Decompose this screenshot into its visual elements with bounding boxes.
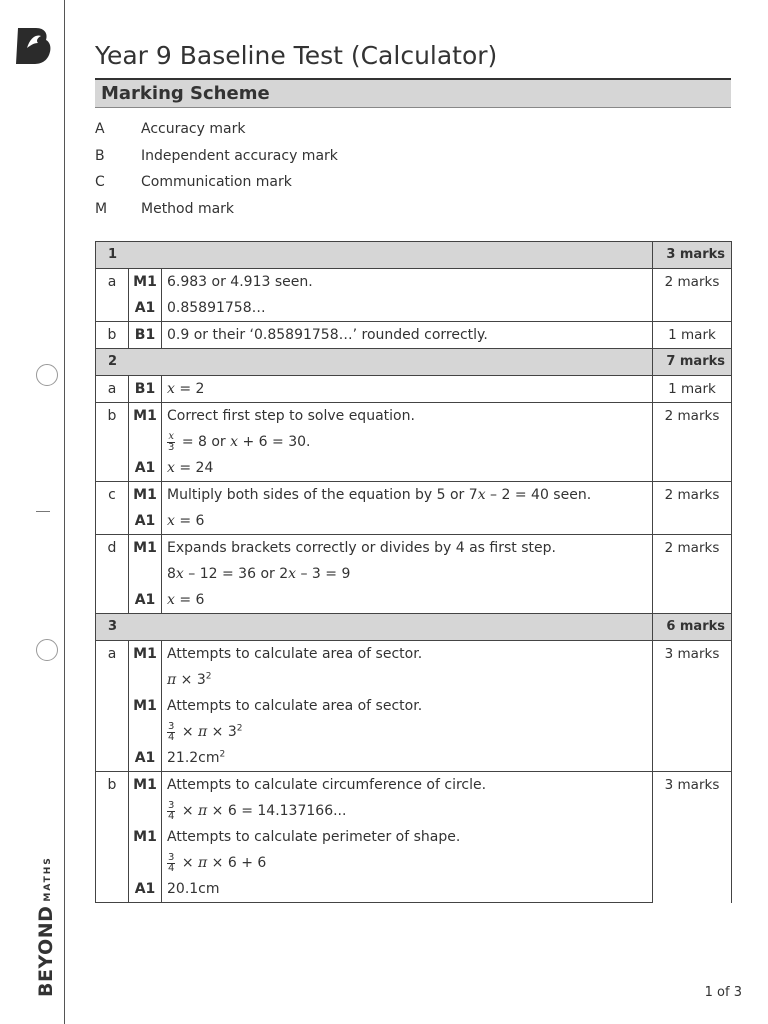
question-number: 2 xyxy=(96,349,653,376)
fold-mark xyxy=(36,511,50,512)
expression-text: = 2 xyxy=(174,381,205,397)
table-row xyxy=(96,403,732,430)
table-row xyxy=(96,641,732,668)
exponent: 2 xyxy=(236,723,243,734)
margin-line xyxy=(64,0,65,1024)
part-marks: 3 marks xyxy=(653,641,732,772)
table-row xyxy=(96,772,732,799)
question-total: 7 marks xyxy=(653,349,732,376)
table-row xyxy=(96,535,732,562)
beyond-logo-icon xyxy=(14,26,52,66)
part-marks: 2 marks xyxy=(653,269,732,322)
expression-text: Multiply both sides of the equation by 5 or 7 xyxy=(167,487,478,503)
mark-description xyxy=(162,587,653,614)
part-label: b xyxy=(96,772,129,799)
question-total: 3 marks xyxy=(653,242,732,269)
expression-text: = 8 or xyxy=(177,434,231,450)
table-row xyxy=(96,482,732,509)
mark-code: A1 xyxy=(129,587,162,614)
legend-code: M xyxy=(95,200,108,217)
mark-code: M1 xyxy=(129,535,162,562)
part-label: c xyxy=(96,482,129,509)
fraction-denominator: 4 xyxy=(168,862,175,874)
part-label: b xyxy=(96,403,129,430)
question-number: 1 xyxy=(96,242,653,269)
mark-code: M1 xyxy=(129,269,162,296)
question-header-2 xyxy=(96,349,732,376)
legend-item xyxy=(95,174,338,201)
page-title: Year 9 Baseline Test (Calculator) xyxy=(95,41,498,70)
part-marks: 2 marks xyxy=(653,535,732,614)
fraction-numerator: 3 xyxy=(168,799,175,811)
pi-symbol: π xyxy=(198,724,208,740)
table-row xyxy=(96,295,732,322)
part-marks: 2 marks xyxy=(653,482,732,535)
part-label: d xyxy=(96,535,129,562)
expression-text: × 3 xyxy=(207,724,237,740)
mark-description: 20.1cm xyxy=(162,876,653,903)
fraction xyxy=(167,801,175,822)
exponent: 2 xyxy=(205,671,212,682)
table-row xyxy=(96,587,732,614)
variable: x xyxy=(167,460,175,476)
expression-text: + 6 = 30. xyxy=(238,434,311,450)
expression-text: × xyxy=(177,803,199,819)
fraction xyxy=(167,432,175,453)
mark-code: M1 xyxy=(129,824,162,850)
expression-text: = 24 xyxy=(174,460,214,476)
fraction-numerator: 3 xyxy=(168,720,175,732)
table-row xyxy=(96,719,732,745)
legend-label: Independent accuracy mark xyxy=(141,147,338,164)
table-row xyxy=(96,429,732,455)
mark-description: 0.9 or their ‘0.85891758…’ rounded correctly. xyxy=(162,322,653,349)
pi-symbol: π xyxy=(198,855,208,871)
expression-text: × xyxy=(177,724,199,740)
mark-description xyxy=(162,376,653,403)
mark-description: Attempts to calculate circumference of circle. xyxy=(162,772,653,799)
table-row xyxy=(96,508,732,535)
fraction-denominator: 3 xyxy=(168,441,175,453)
question-number: 3 xyxy=(96,614,653,641)
working-line xyxy=(162,561,653,587)
part-label: a xyxy=(96,376,129,403)
variable: x xyxy=(167,381,175,397)
fraction-denominator: 4 xyxy=(168,810,175,822)
brand-wordmark xyxy=(35,856,57,997)
marking-table xyxy=(95,241,732,903)
table-row xyxy=(96,745,732,772)
section-header-bar xyxy=(95,80,731,108)
brand-word-beyond: BEYOND xyxy=(35,905,57,997)
fraction-denominator: 4 xyxy=(168,731,175,743)
mark-code: A1 xyxy=(129,455,162,482)
legend-item xyxy=(95,201,338,228)
variable: x xyxy=(167,513,175,529)
variable: x xyxy=(230,434,239,450)
question-header-3 xyxy=(96,614,732,641)
mark-description: 0.85891758… xyxy=(162,295,653,322)
mark-code: M1 xyxy=(129,693,162,719)
mark-description: Attempts to calculate area of sector. xyxy=(162,641,653,668)
mark-code: M1 xyxy=(129,641,162,668)
variable: x xyxy=(175,566,184,582)
table-row xyxy=(96,876,732,903)
punch-hole-top xyxy=(36,364,58,386)
table-row xyxy=(96,455,732,482)
working-line xyxy=(162,667,653,693)
table-row xyxy=(96,269,732,296)
expression-text: 21.2cm xyxy=(167,750,220,766)
mark-code: M1 xyxy=(129,482,162,509)
section-title: Marking Scheme xyxy=(101,83,270,104)
legend-label: Communication mark xyxy=(141,174,292,190)
mark-description xyxy=(162,482,653,509)
legend-code: A xyxy=(95,121,105,137)
part-label: b xyxy=(96,322,129,349)
table-row xyxy=(96,850,732,876)
mark-code: A1 xyxy=(129,745,162,772)
mark-code: A1 xyxy=(129,876,162,903)
expression-text: = 6 xyxy=(174,513,205,529)
fraction xyxy=(167,722,175,743)
part-marks: 2 marks xyxy=(653,403,732,482)
part-marks: 1 mark xyxy=(653,376,732,403)
question-total: 6 marks xyxy=(653,614,732,641)
mark-description xyxy=(162,455,653,482)
legend-code: C xyxy=(95,174,105,190)
question-header-1 xyxy=(96,242,732,269)
expression-text: × 6 = 14.137166... xyxy=(207,803,347,819)
mark-description: 6.983 or 4.913 seen. xyxy=(162,269,653,296)
mark-description: Correct first step to solve equation. xyxy=(162,403,653,430)
fraction-numerator: x xyxy=(168,430,174,442)
variable: x xyxy=(288,566,297,582)
expression-text: × xyxy=(177,855,199,871)
mark-code: M1 xyxy=(129,403,162,430)
part-label: a xyxy=(96,269,129,296)
expression-text: 8 xyxy=(167,566,176,582)
fraction-numerator: 3 xyxy=(168,851,175,863)
legend-label: Method mark xyxy=(141,200,235,217)
expression-text: × 6 + 6 xyxy=(207,855,267,871)
pi-symbol: π xyxy=(167,672,177,688)
punch-hole-bottom xyxy=(36,639,58,661)
mark-description: Expands brackets correctly or divides by 4 as first step. xyxy=(162,535,653,562)
expression-text: – 12 = 36 or 2 xyxy=(183,566,289,582)
working-line xyxy=(162,429,653,455)
legend-item xyxy=(95,121,338,148)
mark-description: Attempts to calculate area of sector. xyxy=(162,693,653,719)
expression-text: × 3 xyxy=(176,672,206,688)
fraction xyxy=(167,853,175,874)
mark-code: B1 xyxy=(129,376,162,403)
part-marks: 1 mark xyxy=(653,322,732,349)
table-row xyxy=(96,561,732,587)
expression-text: – 3 = 9 xyxy=(296,566,351,582)
expression-text: = 6 xyxy=(174,592,205,608)
mark-code: B1 xyxy=(129,322,162,349)
mark-code: A1 xyxy=(129,508,162,535)
mark-description: Attempts to calculate perimeter of shape. xyxy=(162,824,653,850)
legend-code: B xyxy=(95,147,105,164)
mark-description xyxy=(162,508,653,535)
legend-item xyxy=(95,148,338,175)
table-row xyxy=(96,667,732,693)
expression-text: – 2 = 40 seen. xyxy=(485,487,592,503)
table-row xyxy=(96,798,732,824)
mark-code: M1 xyxy=(129,772,162,799)
part-label: a xyxy=(96,641,129,668)
pi-symbol: π xyxy=(198,803,208,819)
brand-word-maths: MATHS xyxy=(43,856,53,902)
working-line xyxy=(162,719,653,745)
working-line xyxy=(162,850,653,876)
mark-legend xyxy=(95,121,338,227)
part-marks: 3 marks xyxy=(653,772,732,903)
page-number: 1 of 3 xyxy=(704,985,742,1000)
table-row xyxy=(96,322,732,349)
mark-description xyxy=(162,745,653,772)
legend-label: Accuracy mark xyxy=(141,121,246,137)
table-row xyxy=(96,824,732,850)
table-row xyxy=(96,693,732,719)
working-line xyxy=(162,798,653,824)
table-row xyxy=(96,376,732,403)
variable: x xyxy=(167,592,175,608)
variable: x xyxy=(477,487,486,503)
mark-code: A1 xyxy=(129,295,162,322)
exponent: 2 xyxy=(219,749,226,760)
